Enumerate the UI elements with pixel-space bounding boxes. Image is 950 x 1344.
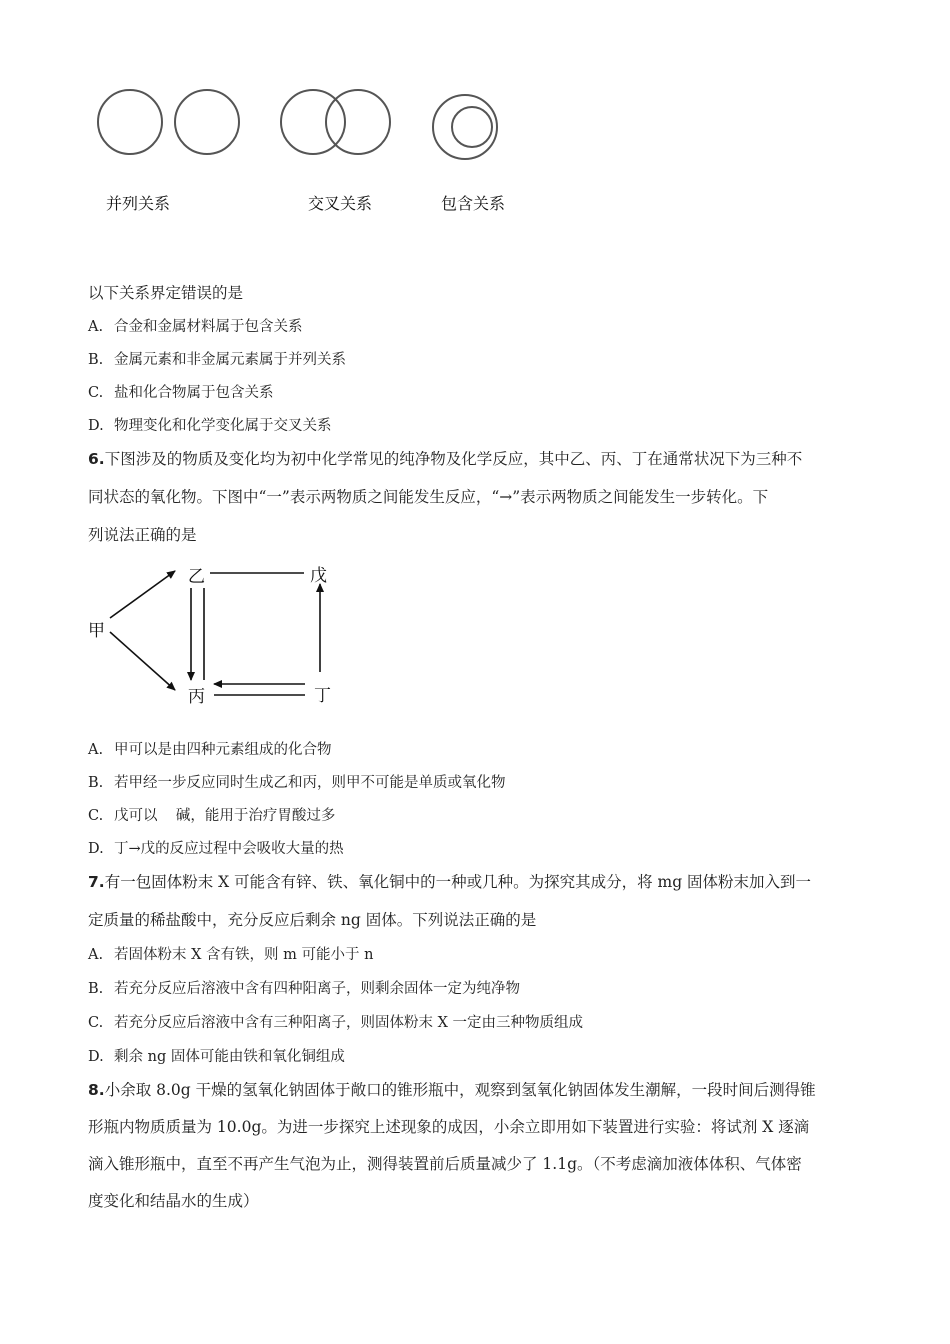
question-number: 8.: [88, 1081, 105, 1099]
option-letter: B.: [88, 981, 104, 997]
q7-option-a: [88, 943, 373, 964]
option-text: 物理变化和化学变化属于交叉关系: [114, 418, 332, 434]
node-bing: 丙: [188, 687, 205, 707]
q7-text: 有一包固体粉末 X 可能含有锌、铁、氧化铜中的一种或几种。为探究其成分，将 mg 固体粉末加入到一: [104, 873, 812, 891]
option-letter: C.: [88, 808, 104, 824]
question-number: 6.: [88, 450, 105, 468]
caption-contain: 包含关系: [441, 194, 506, 213]
option-letter: A.: [88, 947, 104, 963]
option-letter: B.: [88, 775, 104, 791]
option-letter: D.: [88, 418, 104, 434]
q8-line-2: 形瓶内物质质量为 10.0g。为进一步探究上述现象的成因，小余立即用如下装置进行实验：将试剂 X 逐滴: [88, 1118, 810, 1136]
option-text: 剩余 ng 固体可能由铁和氧化铜组成: [114, 1049, 345, 1065]
q7-option-c: [88, 1011, 583, 1032]
option-letter: A.: [88, 742, 104, 758]
q6-option-b: [88, 771, 506, 792]
caption-cross: 交叉关系: [308, 194, 373, 213]
q8-line-3: 滴入锥形瓶中，直至不再产生气泡为止，测得装置前后质量减少了 1.1g。（不考虑滴加液体体积、气体密: [88, 1155, 802, 1173]
q8-text: 小余取 8.0g 干燥的氢氧化钠固体于敞口的锥形瓶中，观察到氢氧化钠固体发生潮解，一段时间后测得锥: [104, 1081, 816, 1099]
q8-line-1: [88, 1078, 816, 1100]
option-letter: C.: [88, 1015, 104, 1031]
node-ding: 丁: [314, 686, 331, 706]
option-text: 合金和金属材料属于包含关系: [114, 319, 303, 335]
q6-option-a: [88, 738, 332, 759]
option-letter: A.: [88, 319, 104, 335]
option-text: 若甲经一步反应同时生成乙和丙，则甲不可能是单质或氧化物: [114, 775, 506, 791]
q6-line-2: 同状态的氧化物。下图中“一”表示两物质之间能发生反应，“→”表示两物质之间能发生一步转化。下: [88, 488, 769, 506]
option-letter: B.: [88, 352, 104, 368]
q6-option-d: [88, 837, 344, 858]
q8-line-4: 度变化和结晶水的生成）: [88, 1192, 259, 1210]
option-letter: C.: [88, 385, 104, 401]
caption-parallel: 并列关系: [106, 194, 171, 213]
q7-option-d: [88, 1045, 345, 1066]
q7-option-b: [88, 977, 520, 998]
q7-line-2: 定质量的稀盐酸中，充分反应后剩余 ng 固体。下列说法正确的是: [88, 911, 537, 929]
q6-line-3: 列说法正确的是: [88, 526, 197, 544]
option-text: 盐和化合物属于包含关系: [114, 385, 274, 401]
q6-option-c: [88, 804, 335, 825]
arrow-jia-to-yi: [110, 571, 175, 618]
node-wu: 戊: [310, 566, 327, 586]
option-text: 戊可以 碱，能用于治疗胃酸过多: [114, 808, 336, 824]
arrow-jia-to-bing: [110, 632, 175, 690]
option-text: 金属元素和非金属元素属于并列关系: [114, 352, 346, 368]
q5-stem: 以下关系界定错误的是: [88, 284, 244, 302]
q6-text: 下图涉及的物质及变化均为初中化学常见的纯净物及化学反应，其中乙、丙、丁在通常状况下为三种不: [104, 450, 803, 468]
node-yi: 乙: [188, 567, 205, 587]
node-jia: 甲: [88, 621, 105, 641]
option-text: 甲可以是由四种元素组成的化合物: [114, 742, 332, 758]
option-text: 若充分反应后溶液中含有四种阳离子，则剩余固体一定为纯净物: [114, 981, 520, 997]
option-text: 若充分反应后溶液中含有三种阳离子，则固体粉末 X 一定由三种物质组成: [114, 1015, 584, 1031]
question-number: 7.: [88, 873, 105, 891]
option-letter: D.: [88, 1049, 104, 1065]
option-letter: D.: [88, 841, 104, 857]
q7-line-1: [88, 870, 811, 892]
option-text: 丁→戊的反应过程中会吸收大量的热: [114, 841, 344, 857]
option-text: 若固体粉末 X 含有铁，则 m 可能小于 n: [114, 947, 374, 963]
